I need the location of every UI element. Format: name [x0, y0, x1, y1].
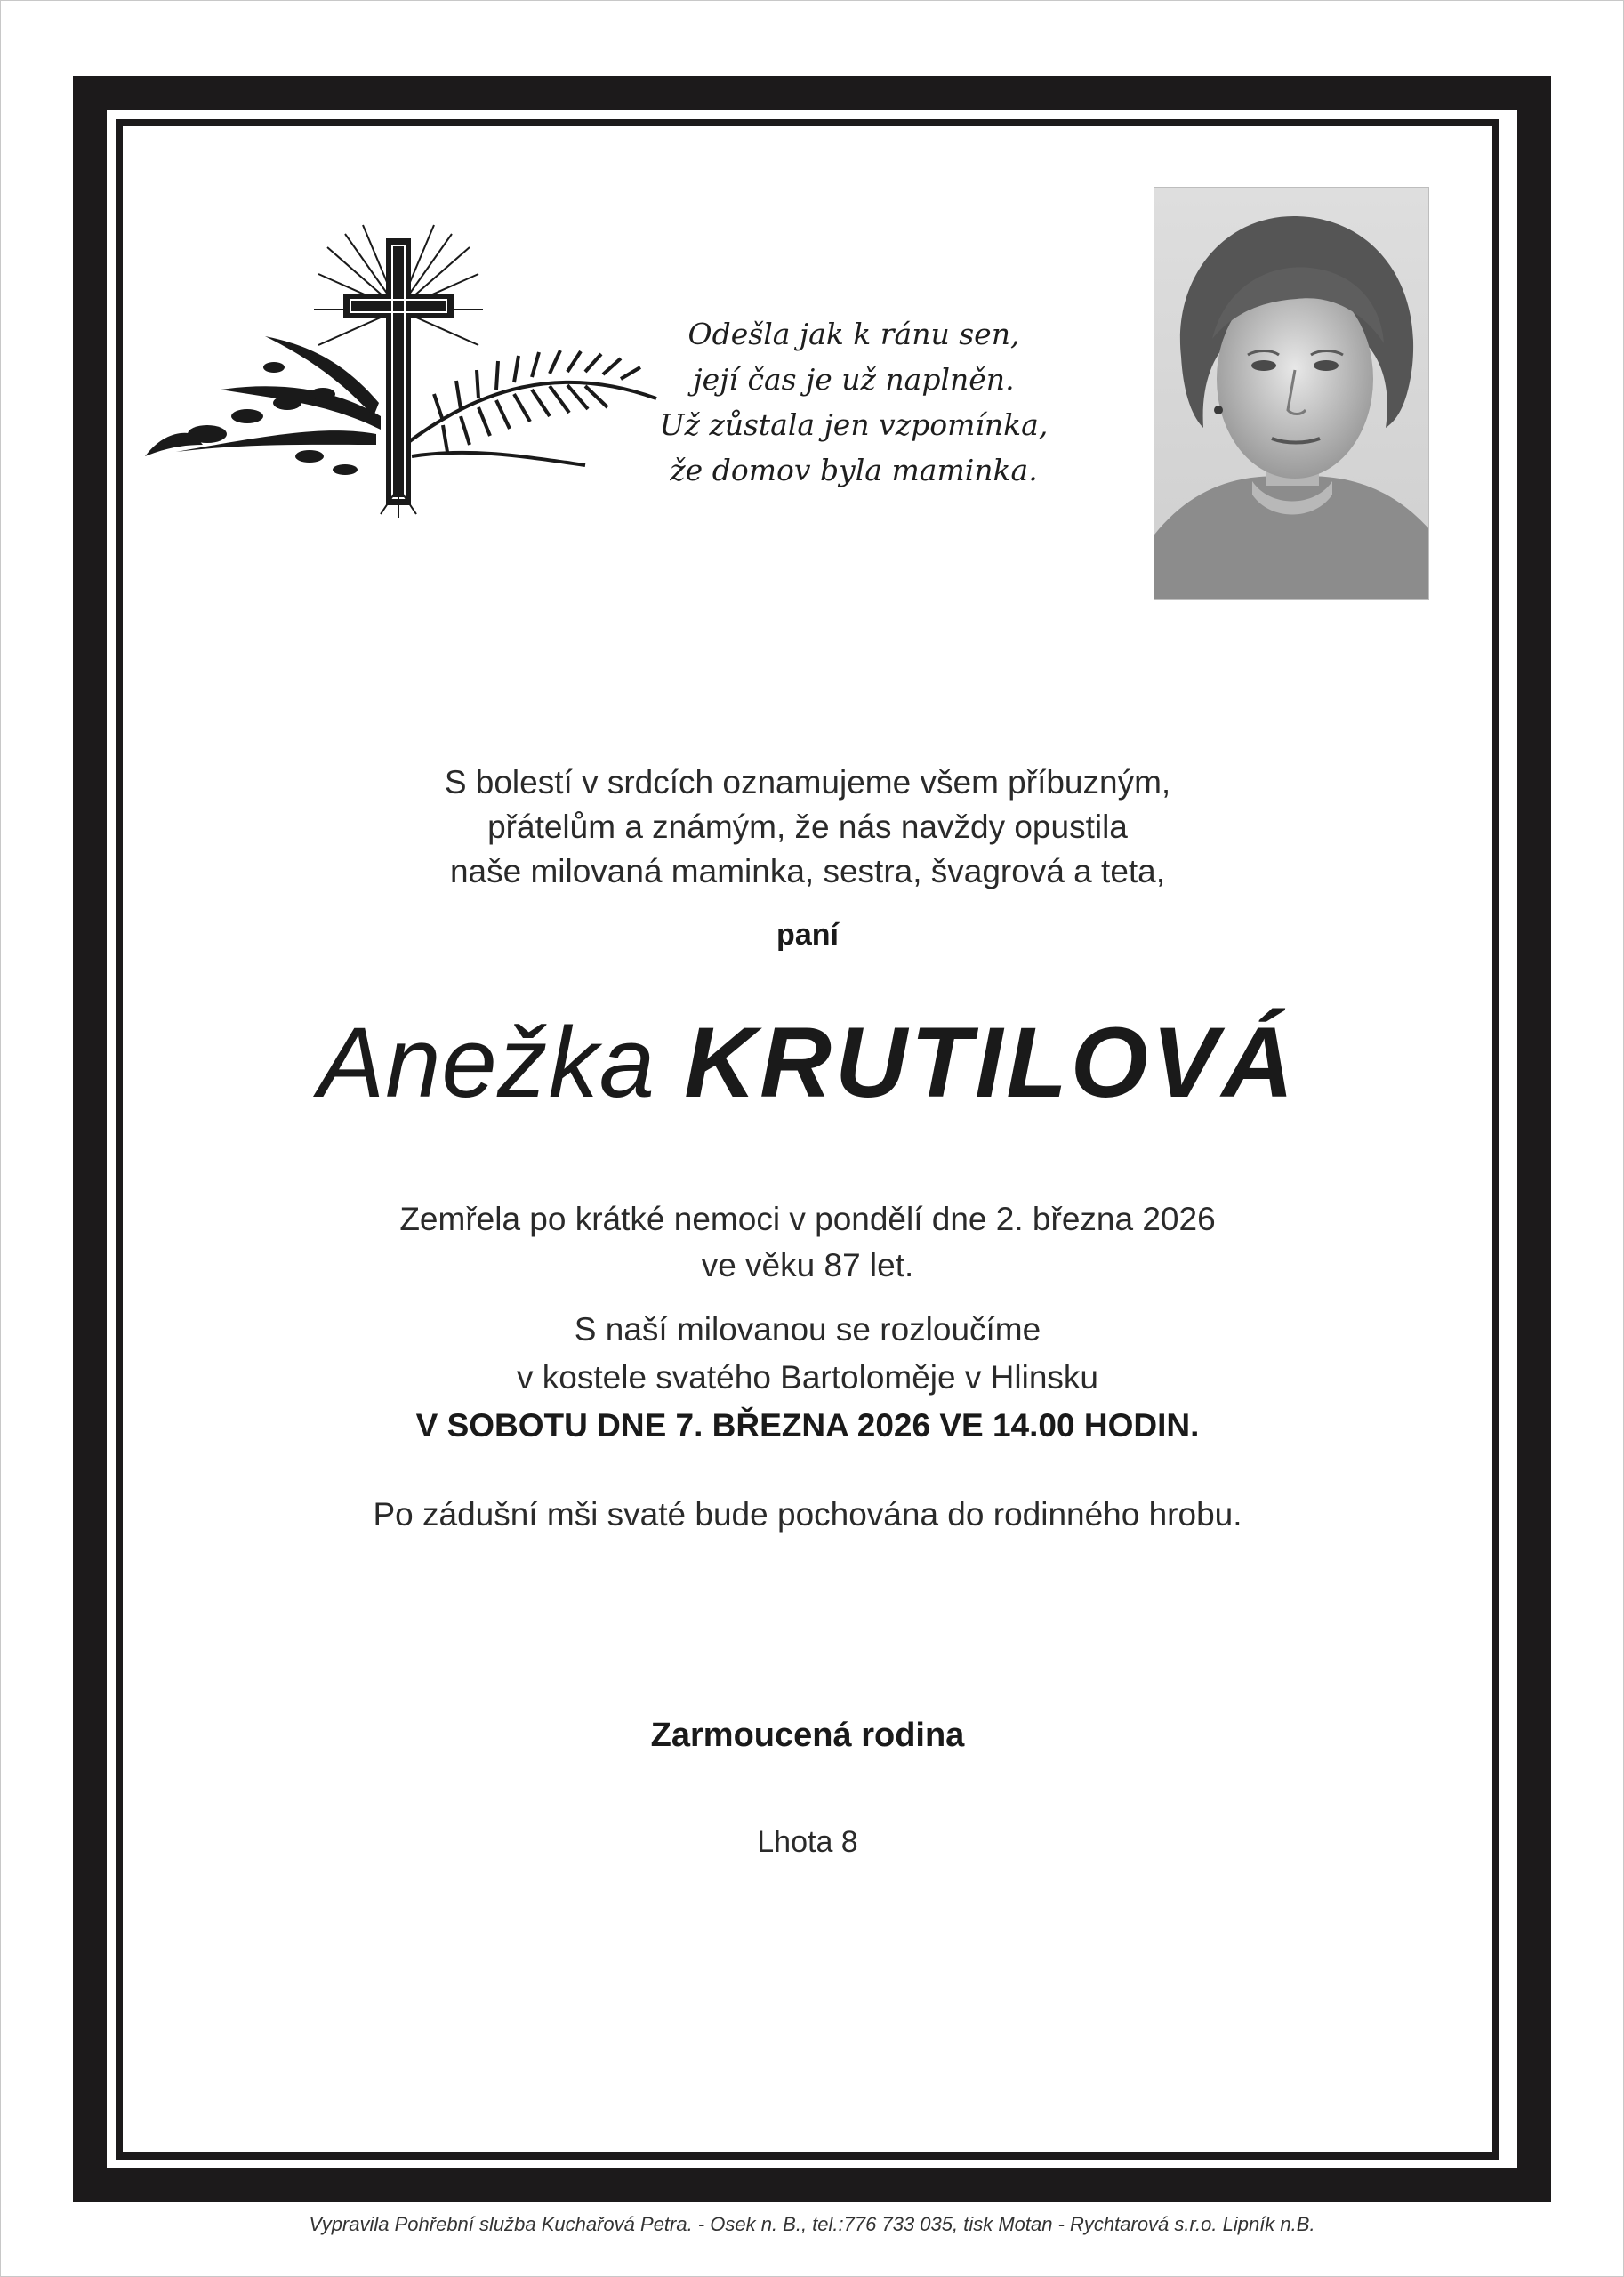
announcement [116, 760, 1499, 894]
announcement-line: S bolestí v srdcích oznamujeme všem příbuzným, [444, 764, 1171, 801]
deceased-name [116, 1001, 1499, 1125]
farewell-info [116, 1306, 1499, 1450]
poem-line: Odešla jak k ránu sen, [687, 317, 1020, 351]
deceased-last-name: KRUTILOVÁ [684, 1007, 1298, 1118]
footer-credits: Vypravila Pohřební služba Kuchařová Petra. - Osek n. B., tel.:776 733 035, tisk Motan - Rychtarová s.r.o. Lipník n.B. [309, 2213, 1315, 2235]
honorific: paní [776, 918, 839, 952]
death-info-line: ve věku 87 let. [701, 1247, 914, 1283]
signature: Zarmoucená rodina [650, 1717, 965, 1754]
burial-info: Po zádušní mši svaté bude pochována do rodinného hrobu. [373, 1496, 1242, 1533]
announcement-line: přátelům a známým, že nás navždy opustila [487, 809, 1128, 845]
poem-line: její čas je už naplněn. [693, 362, 1015, 397]
poem-line: že domov byla maminka. [670, 453, 1038, 487]
portrait-photo [1154, 187, 1429, 600]
announcement-line: naše milovaná maminka, sestra, švagrová a teta, [449, 853, 1166, 889]
farewell-line: S naší milovanou se rozloučíme [574, 1311, 1041, 1348]
death-info [116, 1196, 1499, 1289]
death-info-line: Zemřela po krátké nemoci v pondělí dne 2. března 2026 [399, 1201, 1216, 1237]
poem [623, 311, 1085, 493]
address: Lhota 8 [757, 1825, 858, 1859]
portrait-image-icon [1154, 188, 1429, 600]
farewell-date-time: V SOBOTU DNE 7. BŘEZNA 2026 VE 14.00 HODIN. [415, 1407, 1200, 1444]
cross-ornament-icon [141, 212, 661, 519]
farewell-line: v kostele svatého Bartoloměje v Hlinsku [517, 1359, 1098, 1396]
poem-line: Už zůstala jen vzpomínka, [659, 407, 1049, 442]
deceased-first-name: Anežka [318, 1007, 656, 1118]
